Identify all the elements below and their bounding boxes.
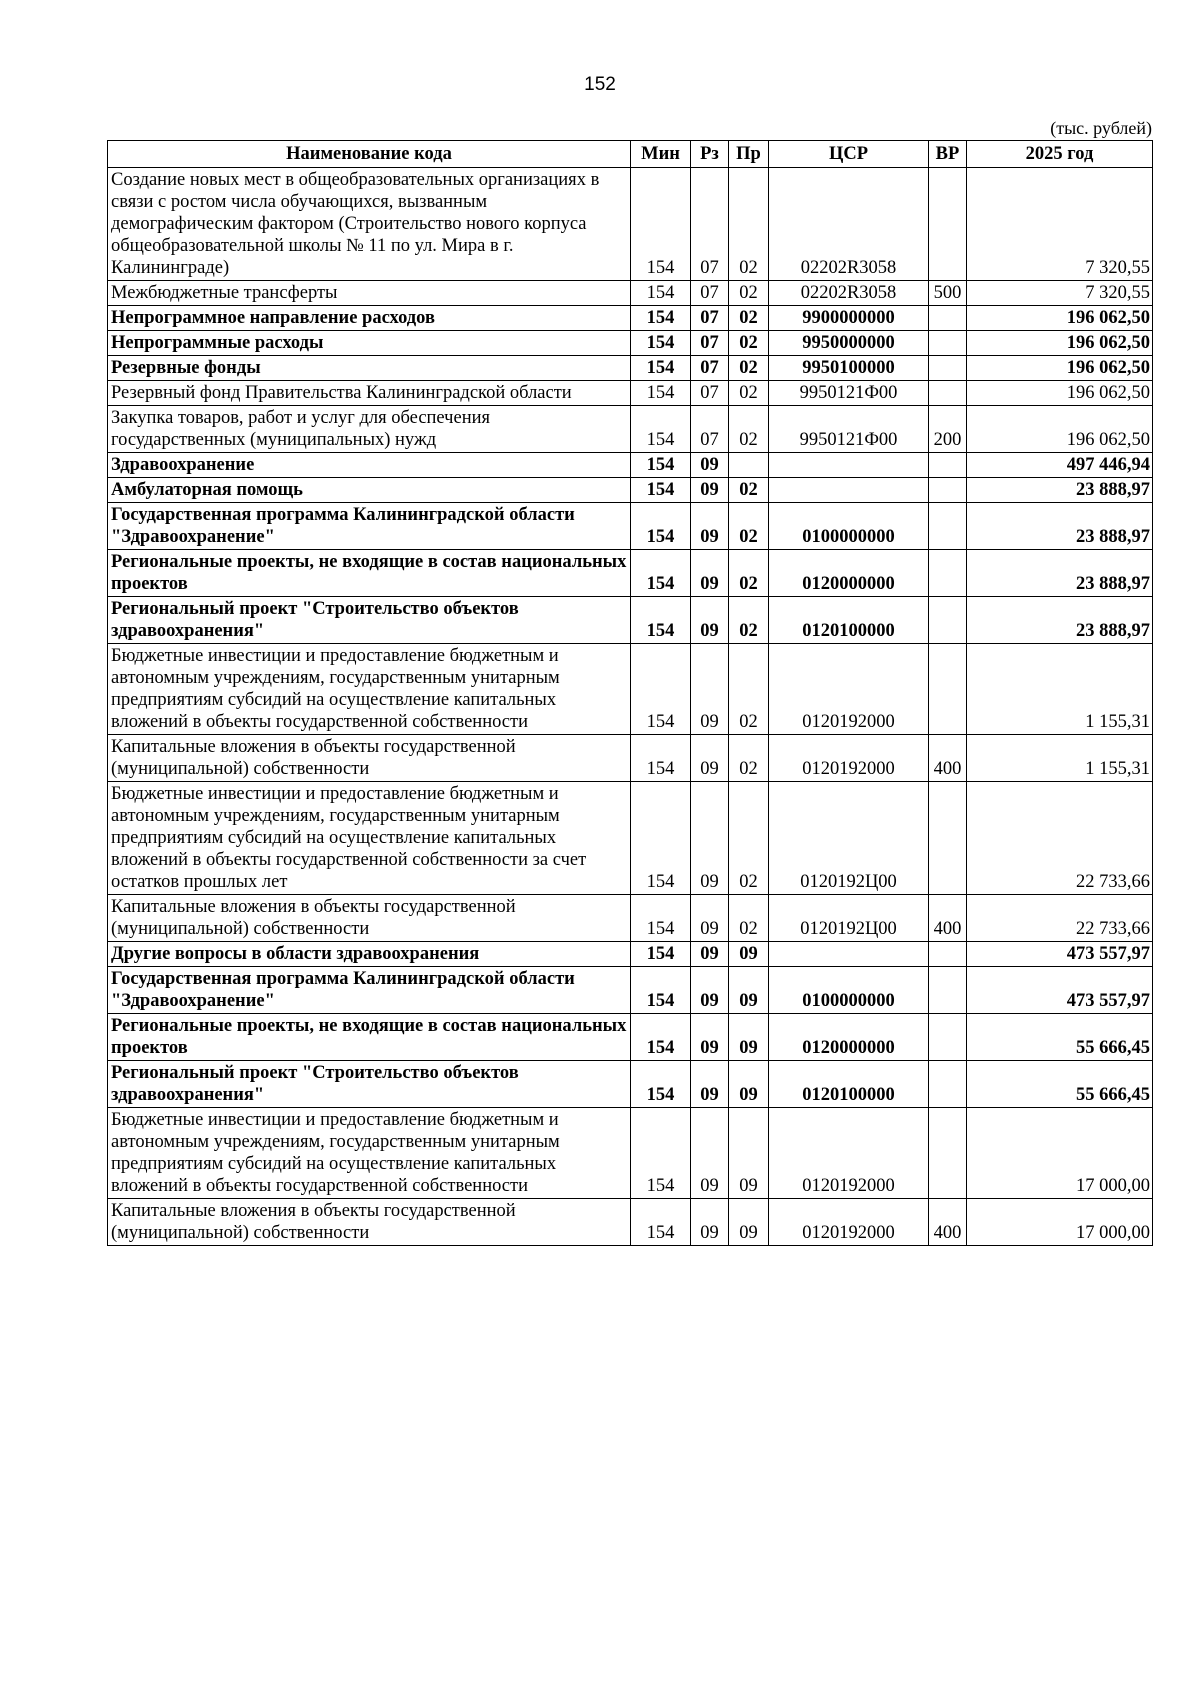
cell-vr: [929, 331, 967, 356]
cell-name: Другие вопросы в области здравоохранения: [108, 942, 631, 967]
cell-name: Региональный проект "Строительство объектов здравоохранения": [108, 1061, 631, 1108]
cell-sum: 23 888,97: [967, 478, 1153, 503]
cell-vr: [929, 782, 967, 895]
cell-csr: 0120192000: [769, 1108, 929, 1199]
table-row: [108, 644, 1153, 735]
cell-vr: [929, 1061, 967, 1108]
cell-vr: [929, 942, 967, 967]
cell-vr: [929, 478, 967, 503]
cell-name: Государственная программа Калининградской области "Здравоохранение": [108, 967, 631, 1014]
table-row: [108, 1199, 1153, 1246]
cell-name: Капитальные вложения в объекты государственной (муниципальной) собственности: [108, 895, 631, 942]
cell-csr: [769, 478, 929, 503]
cell-rz: 09: [691, 644, 729, 735]
cell-csr: 0100000000: [769, 967, 929, 1014]
cell-pr: 02: [729, 331, 769, 356]
cell-pr: 02: [729, 306, 769, 331]
cell-min: 154: [631, 1061, 691, 1108]
table-row: [108, 942, 1153, 967]
cell-rz: 09: [691, 735, 729, 782]
table-row: [108, 967, 1153, 1014]
table-row: [108, 597, 1153, 644]
cell-sum: 196 062,50: [967, 381, 1153, 406]
cell-sum: 196 062,50: [967, 331, 1153, 356]
cell-sum: 1 155,31: [967, 735, 1153, 782]
cell-rz: 09: [691, 1108, 729, 1199]
cell-min: 154: [631, 644, 691, 735]
cell-min: 154: [631, 306, 691, 331]
cell-pr: 02: [729, 281, 769, 306]
cell-csr: 0120192000: [769, 735, 929, 782]
cell-name: Закупка товаров, работ и услуг для обеспечения государственных (муниципальных) нужд: [108, 406, 631, 453]
cell-csr: 9950121Ф00: [769, 406, 929, 453]
cell-csr: 02202R3058: [769, 281, 929, 306]
cell-pr: 02: [729, 644, 769, 735]
cell-min: 154: [631, 550, 691, 597]
cell-csr: 9950121Ф00: [769, 381, 929, 406]
table-row: [108, 1108, 1153, 1199]
cell-name: Бюджетные инвестиции и предоставление бюджетным и автономным учреждениям, государственным унитарным предприятиям субсидий на осуществление капитальных вложений в объекты государственной собственности за счет остатков прошлых лет: [108, 782, 631, 895]
cell-sum: 7 320,55: [967, 281, 1153, 306]
cell-rz: 07: [691, 406, 729, 453]
cell-pr: [729, 453, 769, 478]
cell-csr: 0120100000: [769, 597, 929, 644]
cell-min: 154: [631, 942, 691, 967]
cell-name: Региональные проекты, не входящие в состав национальных проектов: [108, 1014, 631, 1061]
cell-name: Резервный фонд Правительства Калининградской области: [108, 381, 631, 406]
cell-sum: 17 000,00: [967, 1199, 1153, 1246]
cell-csr: 02202R3058: [769, 168, 929, 281]
cell-vr: [929, 967, 967, 1014]
cell-csr: [769, 942, 929, 967]
cell-rz: 09: [691, 597, 729, 644]
cell-min: 154: [631, 735, 691, 782]
table-row: [108, 168, 1153, 281]
cell-vr: 400: [929, 1199, 967, 1246]
cell-sum: 22 733,66: [967, 782, 1153, 895]
cell-sum: 473 557,97: [967, 942, 1153, 967]
cell-rz: 09: [691, 478, 729, 503]
cell-name: Создание новых мест в общеобразовательных организациях в связи с ростом числа обучающихся, вызванным демографическим фактором (Строительство нового корпуса общеобразовательной школы № 11 по ул. Мира в г. Калининграде): [108, 168, 631, 281]
cell-pr: 02: [729, 735, 769, 782]
cell-rz: 09: [691, 503, 729, 550]
cell-rz: 09: [691, 1061, 729, 1108]
cell-pr: 09: [729, 1061, 769, 1108]
cell-sum: 23 888,97: [967, 597, 1153, 644]
cell-min: 154: [631, 281, 691, 306]
cell-vr: [929, 168, 967, 281]
cell-pr: 09: [729, 942, 769, 967]
cell-vr: [929, 503, 967, 550]
cell-rz: 09: [691, 1199, 729, 1246]
cell-min: 154: [631, 895, 691, 942]
cell-min: 154: [631, 1108, 691, 1199]
cell-rz: 07: [691, 168, 729, 281]
cell-vr: [929, 381, 967, 406]
cell-name: Капитальные вложения в объекты государственной (муниципальной) собственности: [108, 1199, 631, 1246]
cell-vr: [929, 453, 967, 478]
cell-min: 154: [631, 478, 691, 503]
cell-sum: 1 155,31: [967, 644, 1153, 735]
cell-pr: 02: [729, 478, 769, 503]
cell-pr: 09: [729, 1199, 769, 1246]
cell-csr: 0120000000: [769, 1014, 929, 1061]
cell-vr: [929, 1014, 967, 1061]
table-header-row: [108, 141, 1153, 168]
cell-sum: 473 557,97: [967, 967, 1153, 1014]
table-row: [108, 331, 1153, 356]
table-row: [108, 478, 1153, 503]
table-row: [108, 453, 1153, 478]
header-pr: Пр: [729, 141, 769, 168]
table-row: [108, 356, 1153, 381]
cell-rz: 09: [691, 782, 729, 895]
cell-pr: 02: [729, 503, 769, 550]
cell-pr: 02: [729, 782, 769, 895]
cell-sum: 17 000,00: [967, 1108, 1153, 1199]
cell-rz: 07: [691, 381, 729, 406]
cell-rz: 07: [691, 306, 729, 331]
cell-rz: 09: [691, 967, 729, 1014]
cell-vr: [929, 597, 967, 644]
cell-vr: 400: [929, 895, 967, 942]
cell-rz: 07: [691, 331, 729, 356]
cell-csr: 0120000000: [769, 550, 929, 597]
cell-sum: 497 446,94: [967, 453, 1153, 478]
cell-sum: 196 062,50: [967, 306, 1153, 331]
budget-table: [107, 140, 1153, 1246]
cell-sum: 55 666,45: [967, 1061, 1153, 1108]
cell-name: Бюджетные инвестиции и предоставление бюджетным и автономным учреждениям, государственным унитарным предприятиям субсидий на осуществление капитальных вложений в объекты государственной собственности: [108, 1108, 631, 1199]
cell-pr: 02: [729, 406, 769, 453]
table-row: [108, 1014, 1153, 1061]
cell-csr: [769, 453, 929, 478]
cell-min: 154: [631, 168, 691, 281]
cell-pr: 02: [729, 381, 769, 406]
cell-sum: 55 666,45: [967, 1014, 1153, 1061]
header-year: 2025 год: [967, 141, 1153, 168]
cell-rz: 09: [691, 1014, 729, 1061]
cell-csr: 0120192000: [769, 1199, 929, 1246]
cell-rz: 07: [691, 281, 729, 306]
table-row: [108, 782, 1153, 895]
cell-name: Непрограммные расходы: [108, 331, 631, 356]
cell-pr: 09: [729, 1108, 769, 1199]
cell-pr: 02: [729, 895, 769, 942]
cell-rz: 09: [691, 550, 729, 597]
cell-name: Амбулаторная помощь: [108, 478, 631, 503]
cell-name: Капитальные вложения в объекты государственной (муниципальной) собственности: [108, 735, 631, 782]
cell-pr: 02: [729, 597, 769, 644]
cell-name: Бюджетные инвестиции и предоставление бюджетным и автономным учреждениям, государственным унитарным предприятиям субсидий на осуществление капитальных вложений в объекты государственной собственности: [108, 644, 631, 735]
cell-vr: [929, 356, 967, 381]
cell-min: 154: [631, 967, 691, 1014]
cell-min: 154: [631, 381, 691, 406]
units-note: (тыс. рублей): [1050, 118, 1152, 138]
cell-name: Межбюджетные трансферты: [108, 281, 631, 306]
cell-name: Здравоохранение: [108, 453, 631, 478]
table-row: [108, 281, 1153, 306]
cell-sum: 23 888,97: [967, 550, 1153, 597]
cell-min: 154: [631, 1014, 691, 1061]
table-row: [108, 503, 1153, 550]
header-csr: ЦСР: [769, 141, 929, 168]
table-row: [108, 1061, 1153, 1108]
cell-vr: 400: [929, 735, 967, 782]
cell-csr: 9900000000: [769, 306, 929, 331]
page-number: 152: [584, 74, 616, 95]
cell-csr: 0100000000: [769, 503, 929, 550]
cell-name: Государственная программа Калининградской области "Здравоохранение": [108, 503, 631, 550]
cell-pr: 02: [729, 550, 769, 597]
cell-min: 154: [631, 453, 691, 478]
cell-name: Непрограммное направление расходов: [108, 306, 631, 331]
header-rz: Рз: [691, 141, 729, 168]
cell-csr: 9950000000: [769, 331, 929, 356]
cell-vr: 200: [929, 406, 967, 453]
cell-min: 154: [631, 782, 691, 895]
cell-csr: 0120192Ц00: [769, 895, 929, 942]
header-name: Наименование кода: [108, 141, 631, 168]
cell-min: 154: [631, 503, 691, 550]
cell-pr: 02: [729, 356, 769, 381]
cell-name: Резервные фонды: [108, 356, 631, 381]
cell-csr: 0120192Ц00: [769, 782, 929, 895]
cell-sum: 23 888,97: [967, 503, 1153, 550]
cell-pr: 09: [729, 967, 769, 1014]
cell-rz: 09: [691, 895, 729, 942]
cell-sum: 7 320,55: [967, 168, 1153, 281]
table-row: [108, 306, 1153, 331]
cell-sum: 196 062,50: [967, 406, 1153, 453]
cell-min: 154: [631, 406, 691, 453]
cell-rz: 09: [691, 453, 729, 478]
cell-vr: [929, 550, 967, 597]
cell-vr: [929, 1108, 967, 1199]
table-body: [108, 168, 1153, 1246]
table-row: [108, 381, 1153, 406]
table-row: [108, 550, 1153, 597]
cell-vr: [929, 644, 967, 735]
cell-csr: 9950100000: [769, 356, 929, 381]
cell-pr: 09: [729, 1014, 769, 1061]
cell-sum: 22 733,66: [967, 895, 1153, 942]
cell-csr: 0120100000: [769, 1061, 929, 1108]
header-vr: ВР: [929, 141, 967, 168]
cell-min: 154: [631, 1199, 691, 1246]
table-row: [108, 895, 1153, 942]
cell-min: 154: [631, 356, 691, 381]
cell-vr: [929, 306, 967, 331]
table-row: [108, 406, 1153, 453]
cell-name: Региональные проекты, не входящие в состав национальных проектов: [108, 550, 631, 597]
cell-min: 154: [631, 331, 691, 356]
cell-rz: 07: [691, 356, 729, 381]
table-row: [108, 735, 1153, 782]
cell-name: Региональный проект "Строительство объектов здравоохранения": [108, 597, 631, 644]
header-min: Мин: [631, 141, 691, 168]
cell-vr: 500: [929, 281, 967, 306]
cell-pr: 02: [729, 168, 769, 281]
cell-min: 154: [631, 597, 691, 644]
cell-sum: 196 062,50: [967, 356, 1153, 381]
cell-rz: 09: [691, 942, 729, 967]
cell-csr: 0120192000: [769, 644, 929, 735]
